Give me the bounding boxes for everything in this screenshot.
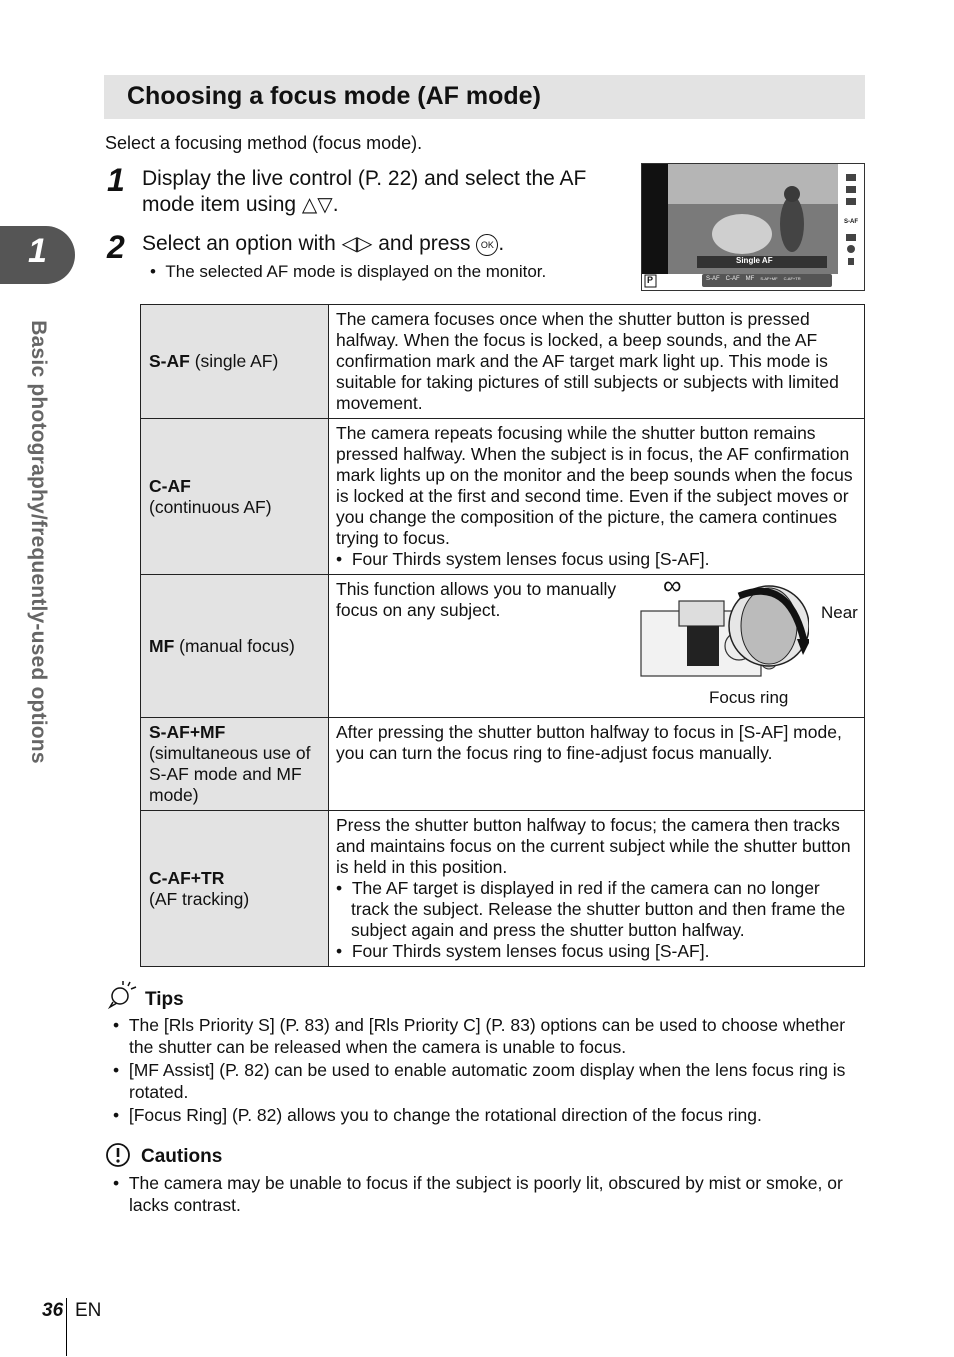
desc-cell [329,419,865,575]
mode-bullet-text: Four Thirds system lenses focus using [S-AF]. [351,549,710,569]
af-mode-table [140,304,865,967]
mode-cell [141,305,329,419]
screen-option-mf: MF [745,276,755,282]
mode-sub: (single AF) [189,351,279,371]
table-row [141,305,865,419]
desc-cell [329,811,865,967]
mode-description: After pressing the shutter button halfway to focus in [S-AF] mode, you can turn the focus ring to fine-adjust focus manually. [336,722,842,763]
mode-cell [141,811,329,967]
screen-option-caf: C-AF [725,276,740,282]
chapter-label: Basic photography/frequently-used options [27,320,50,764]
mode-sub: (AF tracking) [149,888,250,909]
tips-title: Tips [145,989,184,1010]
step-2-text-a: Select an option with [142,232,336,255]
mode-bullet-text: Four Thirds system lenses focus using [S-AF]. [351,941,710,961]
screen-af-label: Single AF [736,256,773,265]
live-control-screen [641,163,865,291]
step-1-number: 1 [107,162,125,198]
near-label: Near [821,603,858,622]
table-row [141,419,865,575]
mode-description: The camera repeats focusing while the shutter button remains pressed halfway. When the subject is in focus, the AF confirmation mark lights up on the monitor and the beep sounds when the focus is locked at the first and second time. Even if the subject moves or you change the composition of the picture, the camera continues trying to focus. [336,423,853,548]
left-right-arrows-icon: ◁▷ [341,233,373,255]
desc-cell [329,305,865,419]
focus-ring-label: Focus ring [709,688,789,707]
tips-list [113,1014,863,1127]
mode-bullet: • The AF target is displayed in red if the camera can no longer track the subject. Release the shutter button and then frame the subject again and press the shutter button halfway. [336,878,846,940]
mode-bullet: • Four Thirds system lenses focus using [S-AF]. [336,549,710,569]
mode-name: C-AF+TR [149,867,225,888]
screen-mode: P [647,275,654,285]
up-down-arrows-icon: △▽ [301,194,333,216]
tip-text: [Focus Ring] (P. 82) allows you to change the rotational direction of the focus ring. [128,1105,762,1125]
tip-text: The [Rls Priority S] (P. 83) and [Rls Priority C] (P. 83) options can be used to choose whether the shutter can be released when the camera is unable to focus. [128,1015,846,1057]
step-2-text [142,231,504,257]
page-language: EN [75,1300,102,1321]
mode-name: S-AF [149,351,190,371]
list-item: • The [Rls Priority S] (P. 83) and [Rls Priority C] (P. 83) options can be used to choose whether the shutter can be released when the camera is unable to focus. [113,1015,846,1057]
cautions-list [113,1172,868,1217]
mode-sub: (simultaneous use of S-AF mode and MF mode) [149,743,311,805]
mode-sub: (manual focus) [174,635,295,656]
footer-divider [66,1298,67,1356]
step-2-period: . [498,232,505,255]
chapter-number: 1 [28,232,47,270]
table-row [141,811,865,967]
mode-cell [141,575,329,718]
caution-text: The camera may be unable to focus if the subject is poorly lit, obscured by mist or smoke, or lacks contrast. [128,1173,843,1215]
mode-description: This function allows you to manually focus on any subject. [336,579,617,620]
mode-sub: (continuous AF) [149,496,272,517]
mode-cell [141,718,329,811]
step-2-note [150,262,546,282]
tip-text: [MF Assist] (P. 82) can be used to enable automatic zoom display when the lens focus ring is rotated. [128,1060,846,1102]
table-row [141,575,865,718]
mode-name: S-AF+MF [149,722,226,742]
page-number: 36 [42,1300,64,1321]
step-1-period: . [332,193,339,216]
ok-button-icon: OK [476,234,498,256]
mode-name: C-AF [149,475,191,496]
step-1-text [142,166,622,218]
list-item: • The camera may be unable to focus if the subject is poorly lit, obscured by mist or smoke, or lacks contrast. [113,1173,843,1215]
page-title: Choosing a focus mode (AF mode) [127,82,541,110]
screen-right-saf: S-AF [844,219,858,225]
mode-bullet-text: The AF target is displayed in red if the camera can no longer track the subject. Release the shutter button and then frame the subject again and press the shutter button halfway. [351,878,846,940]
list-item: • [Focus Ring] (P. 82) allows you to change the rotational direction of the focus ring. [113,1105,762,1125]
screen-options [706,276,801,282]
focus-ring-figure [639,570,858,709]
mode-bullet: • Four Thirds system lenses focus using [S-AF]. [336,941,710,961]
infinity-label: ∞ [663,570,682,600]
tips-icon [106,980,138,1015]
step-2-note-text: The selected AF mode is displayed on the monitor. [165,262,547,281]
mode-description: The camera focuses once when the shutter button is pressed halfway. When the focus is locked, a beep sounds, and the AF confirmation mark and the AF target mark light up. This mode is suitable for taking pictures of still subjects or subjects with limited movement. [336,309,839,413]
mode-cell [141,419,329,575]
live-control-image [642,164,864,290]
screen-option-saf: S-AF [706,276,720,282]
desc-cell [329,570,865,718]
step-2-text-b: and press [378,232,471,255]
list-item: • [MF Assist] (P. 82) can be used to enable automatic zoom display when the lens focus ring is rotated. [113,1060,846,1102]
step-1-text-a: Display the live control (P. 22) and select the AF mode item using [142,167,587,216]
screen-option-caf-tr: C-AF+TR [783,276,801,281]
cautions-title: Cautions [141,1146,223,1167]
bullet: • [150,262,166,281]
table-row [141,718,865,811]
intro-text: Select a focusing method (focus mode). [105,133,423,153]
mode-name: MF [149,635,175,656]
mode-description: Press the shutter button halfway to focus; the camera then tracks and maintains focus on the current subject while the shutter button is held in this position. [336,815,851,877]
caution-icon [105,1142,131,1173]
desc-cell [329,718,865,811]
screen-option-saf-mf: S-AF+MF [760,276,778,281]
step-2-number: 2 [107,229,125,265]
